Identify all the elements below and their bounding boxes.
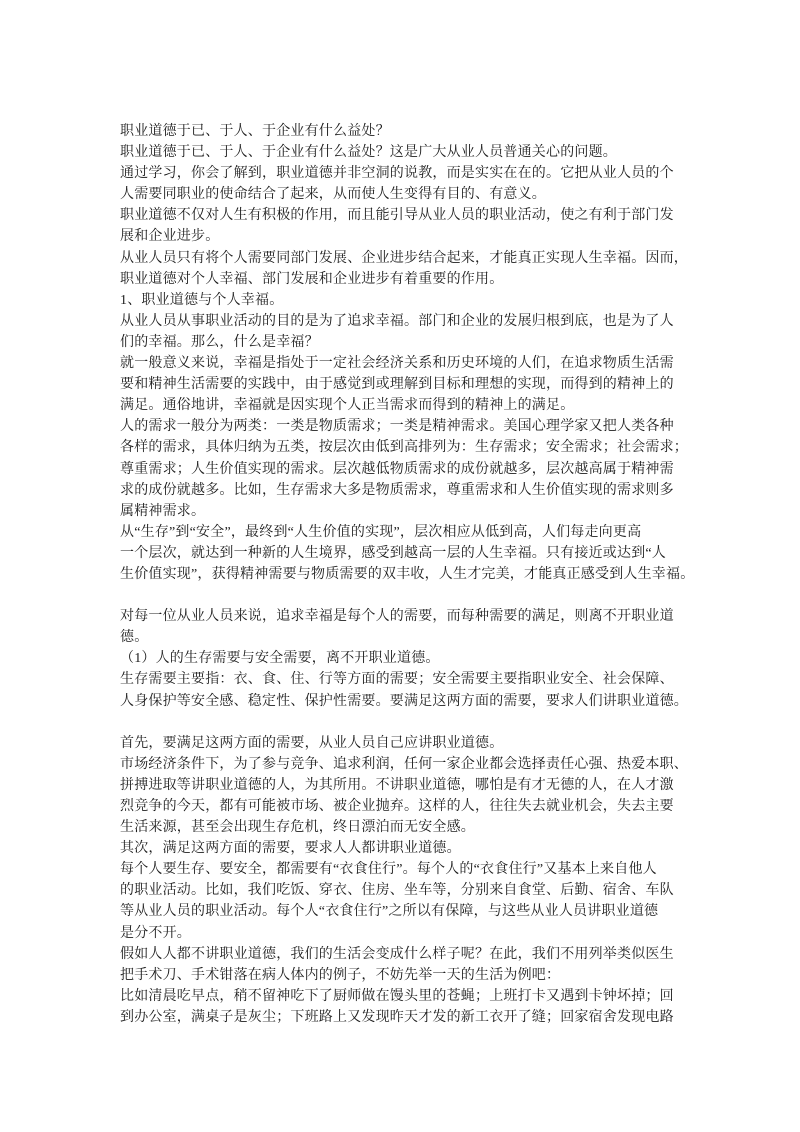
- text-line: 首先，要满足这两方面的需要，从业人员自己应讲职业道德。: [120, 735, 504, 751]
- text-line: 拼搏进取等讲职业道德的人，为其所用。不讲职业道德，哪怕是有才无德的人，在人才激: [120, 777, 674, 793]
- text-line: 尊重需求；人生价值实现的需求。层次越低物质需求的成份就越多，层次越高属于精神需: [120, 461, 674, 477]
- text-line: 从“生存”到“安全”，最终到“人生价值的实现”，层次相应从低到高，人们每走向更高: [120, 524, 642, 540]
- text-line: 从业人员从事职业活动的目的是为了追求幸福。部门和企业的发展归根到底，也是为了人: [120, 313, 674, 329]
- text-line: 满足。通俗地讲，幸福就是因实现个人正当需求而得到的精神上的满足。: [120, 398, 575, 414]
- text-line: 等从业人员的职业活动。每个人“衣食住行”之所以有保障，与这些从业人员讲职业道德: [120, 904, 659, 920]
- text-line: 职业道德于已、于人、于企业有什么益处？: [120, 124, 390, 139]
- text-line: 属精神需求。: [120, 503, 206, 519]
- text-line: 生价值实现”，获得精神需要与物质需要的双丰收，人生才完美，才能真正感受到人生幸福。: [120, 566, 695, 582]
- text-line: 到办公室，满桌子是灰尘；下班路上又发现昨天才发的新工衣开了缝；回家宿舍发现电路: [120, 1009, 674, 1025]
- text-line: 求的成份就越多。比如，生存需求大多是物质需求，尊重需求和人生价值实现的需求则多: [120, 482, 674, 498]
- text-line: 职业道德不仅对人生有积极的作用，而且能引导从业人员的职业活动，使之有利于部门发: [120, 208, 674, 224]
- text-line: 生存需要主要指：衣、食、住、行等方面的需要；安全需要主要指职业安全、社会保障、: [120, 672, 674, 688]
- text-line: 从业人员只有将个人需要同部门发展、企业进步结合起来，才能真正实现人生幸福。因而，: [120, 250, 688, 266]
- text-line: 1、职业道德与个人幸福。: [120, 292, 284, 308]
- text-line: 每个人要生存、要安全，都需要有“衣食住行”。每个人的“衣食住行”又基本上来自他人: [120, 862, 657, 878]
- text-line: 是分不开。: [120, 925, 191, 941]
- text-line: 对每一位从业人员来说，追求幸福是每个人的需要，而每种需要的满足，则离不开职业道: [120, 609, 674, 625]
- text-line: 各样的需求，具体归纳为五类，按层次由低到高排列为：生存需求；安全需求；社会需求；: [120, 440, 688, 456]
- text-line: 德。: [120, 630, 149, 646]
- text-line: 的职业活动。比如，我们吃饭、穿衣、住房、坐车等，分别来自食堂、后勤、宿舍、车队: [120, 883, 674, 899]
- text-line: 职业道德对个人幸福、部门发展和企业进步有着重要的作用。: [120, 271, 504, 287]
- text-line: 其次，满足这两方面的需要，要求人人都讲职业道德。: [120, 841, 461, 857]
- text-line: 人需要同职业的使命结合了起来，从而使人生变得有目的、有意义。: [120, 187, 546, 203]
- text-line: （1）人的生存需要与安全需要，离不开职业道德。: [120, 651, 440, 667]
- text-line: 就一般意义来说，幸福是指处于一定社会经济关系和历史环境的人们，在追求物质生活需: [120, 356, 674, 372]
- text-line: 职业道德于已、于人、于企业有什么益处？这是广大从业人员普通关心的问题。: [120, 145, 617, 161]
- text-line: 一个层次，就达到一种新的人生境界，感受到越高一层的人生幸福。只有接近或达到“人: [120, 545, 667, 561]
- text-line: 市场经济条件下，为了参与竞争、追求利润，任何一家企业都会选择责任心强、热爱本职、: [120, 756, 688, 772]
- text-line: 生活来源，甚至会出现生存危机，终日漂泊而无安全感。: [120, 820, 475, 836]
- text-line: 要和精神生活需要的实践中，由于感觉到或理解到目标和理想的实现，而得到的精神上的: [120, 377, 674, 393]
- text-line: 假如人人都不讲职业道德，我们的生活会变成什么样子呢？在此，我们不用列举类似医生: [120, 946, 674, 962]
- text-line: [120, 585, 692, 606]
- text-line: 烈竞争的今天，都有可能被市场、被企业抛弃。这样的人，往往失去就业机会，失去主要: [120, 799, 674, 814]
- text-line: 们的幸福。那么，什么是幸福？: [120, 334, 319, 350]
- text-line: 人身保护等安全感、稳定性、保护性需要。要满足这两方面的需要，要求人们讲职业道德。: [120, 693, 688, 709]
- text-line: 展和企业进步。: [120, 229, 220, 245]
- text-line: 人的需求一般分为两类：一类是物质需求；一类是精神需求。美国心理学家又把人类各种: [120, 419, 674, 435]
- text-line: 通过学习，你会了解到，职业道德并非空洞的说教，而是实实在在的。它把从业人员的个: [120, 166, 674, 182]
- document-text-block: [120, 121, 695, 1028]
- text-line: [120, 712, 692, 733]
- text-line: 把手术刀、手术钳落在病人体内的例子，不妨先举一天的生活为例吧：: [120, 967, 561, 983]
- text-line: 比如清晨吃早点，稍不留神吃下了厨师做在馒头里的苍蝇；上班打卡又遇到卡钟坏掉；回: [120, 988, 674, 1004]
